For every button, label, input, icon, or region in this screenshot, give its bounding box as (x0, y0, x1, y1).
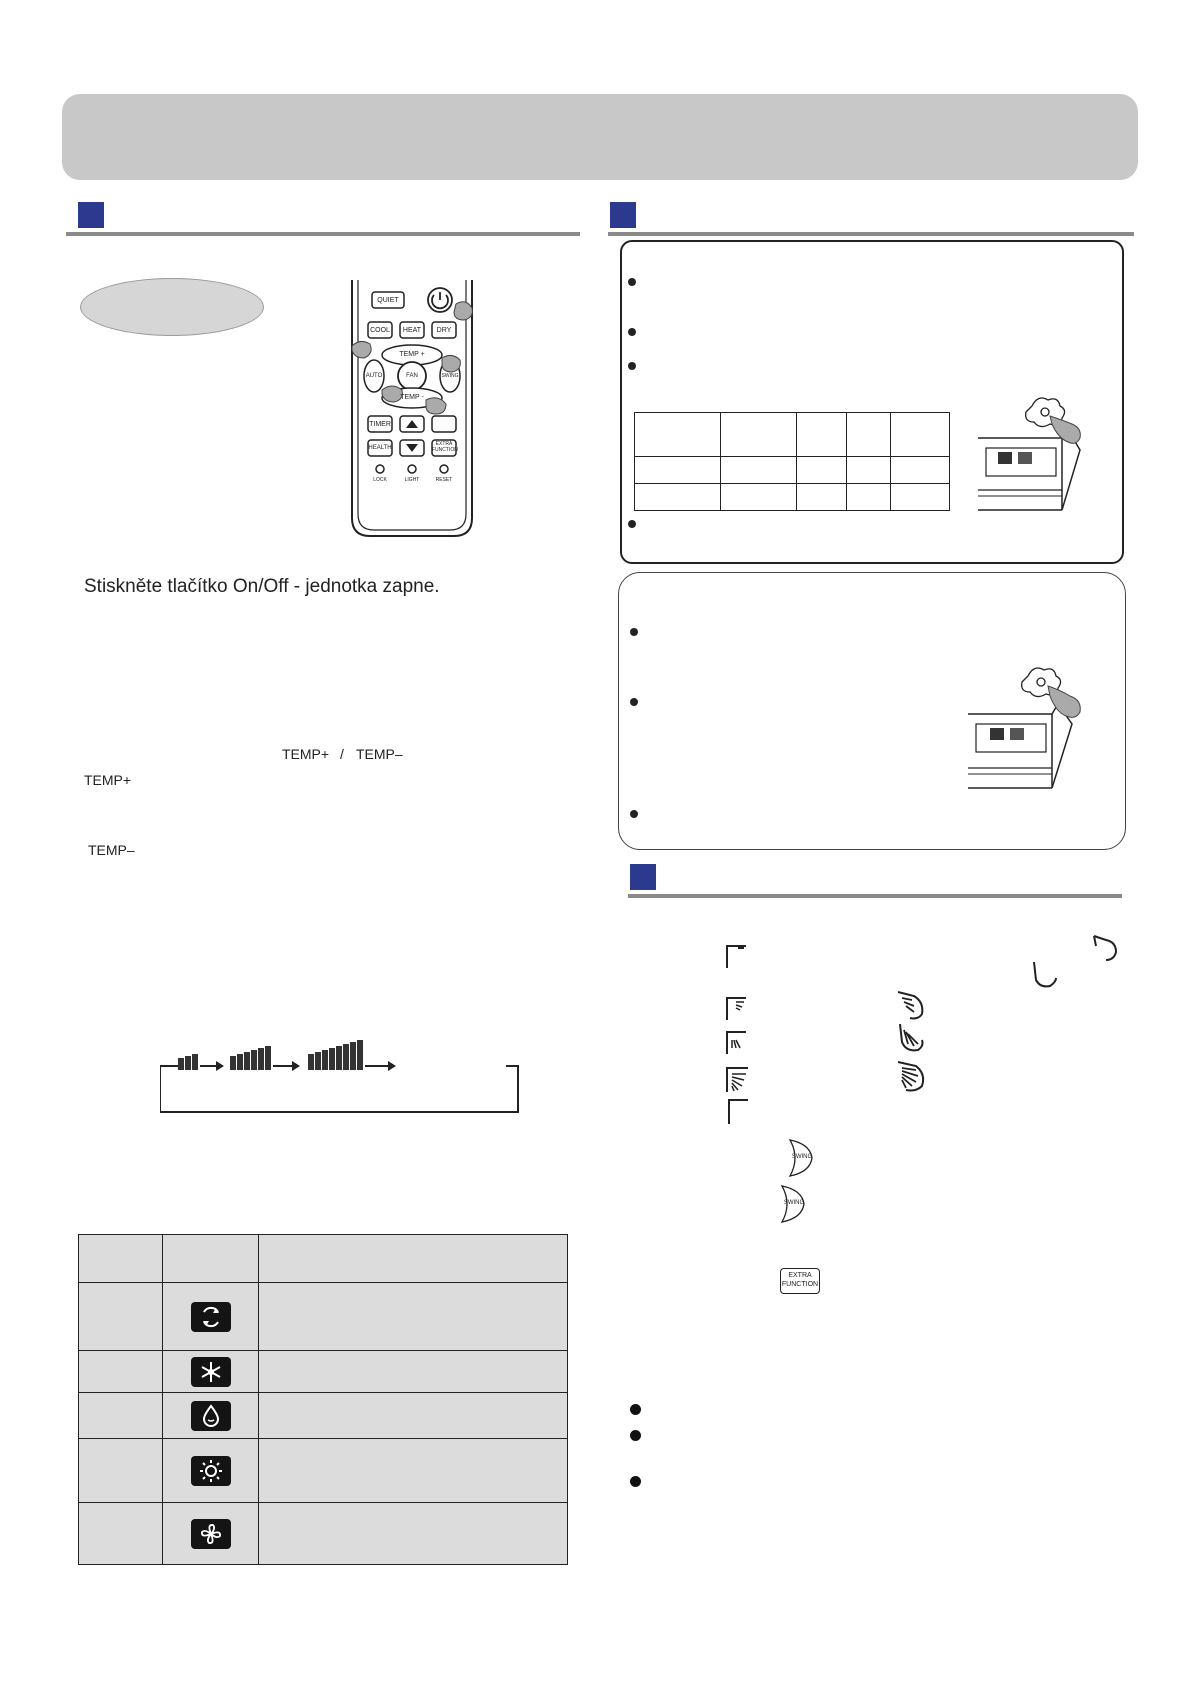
page-header-bar (62, 94, 1138, 180)
bullet (630, 810, 638, 818)
fan-speed-cycle-diagram (160, 1040, 520, 1114)
temp-minus-label: TEMP– (356, 746, 403, 762)
temp-plus-button-label: TEMP + (399, 351, 425, 358)
mode-row-fan (79, 1503, 568, 1565)
auto-button-label: AUTO (365, 373, 383, 379)
bullet (630, 628, 638, 636)
swing-button-1 (786, 1138, 816, 1178)
bullet (628, 362, 636, 370)
section-marker (630, 864, 656, 890)
settings-table (634, 412, 950, 511)
swing-button-2-label: SWING (783, 1200, 805, 1206)
temp-separator: / (340, 746, 344, 762)
light-button-label: LIGHT (404, 477, 420, 483)
louver-position-2-icon (724, 994, 750, 1022)
swing-down-icon (1030, 960, 1058, 992)
swing-range-1-icon (896, 990, 926, 1020)
indoor-unit-drawing-2 (968, 662, 1088, 792)
right-section-heading (608, 196, 1134, 236)
temp-minus-button-label: TEMP - (400, 394, 424, 401)
indoor-unit-illustration-1 (978, 394, 1094, 512)
lock-button-label: LOCK (373, 477, 387, 483)
snowflake-icon (191, 1357, 231, 1387)
health-button-label: HEALTH (368, 445, 392, 451)
mode-row-dry (79, 1393, 568, 1439)
swing-range-2-icon (896, 1022, 926, 1054)
timer-button-label: TIMER (369, 421, 391, 428)
water-drop-icon (191, 1401, 231, 1431)
cool-button-label: COOL (370, 327, 390, 334)
bullet (630, 1430, 641, 1441)
swing-button-2 (778, 1184, 808, 1224)
dry-button-label: DRY (436, 327, 452, 334)
temp-minus-label-2: TEMP– (88, 842, 135, 858)
extra-function-button-label: EXTRA FUNCTION (781, 1272, 819, 1288)
extra-button-label: EXTRA FUNCTION (432, 441, 458, 453)
louver-position-1-icon (724, 942, 750, 970)
mode-row-cool (79, 1351, 568, 1393)
extra-function-button (780, 1268, 820, 1294)
bullet (628, 328, 636, 336)
remote-control-illustration (346, 280, 478, 540)
quiet-button-label: QUIET (377, 297, 399, 304)
remote-control-drawing (346, 280, 478, 540)
fan-icon (191, 1519, 231, 1549)
bullet (630, 698, 638, 706)
section-marker (78, 202, 104, 228)
louver-position-5-icon (726, 1096, 752, 1126)
bullet (630, 1476, 641, 1487)
fan-button-label: FAN (406, 373, 418, 379)
airflow-section-heading (628, 858, 1122, 898)
fan-speed-cycle-drawing (160, 1040, 520, 1114)
mode-table-header-row (79, 1235, 568, 1283)
bullet (628, 278, 636, 286)
mode-row-auto (79, 1283, 568, 1351)
auto-mode-icon (191, 1302, 231, 1332)
left-section-heading (66, 196, 580, 236)
louver-position-3-icon (724, 1028, 750, 1056)
operation-label-oval (80, 278, 264, 336)
indoor-unit-drawing-1 (978, 394, 1094, 512)
sun-icon (191, 1456, 231, 1486)
louver-position-4-icon (724, 1064, 754, 1094)
on-off-instruction: Stiskněte tlačítko On/Off - jednotka zapne. (84, 576, 440, 597)
reset-button-label: RESET (435, 477, 453, 483)
temp-plus-label-2: TEMP+ (84, 772, 132, 788)
swing-button-1-label: SWING (791, 1154, 813, 1160)
mode-table (78, 1234, 568, 1565)
indoor-unit-illustration-2 (968, 662, 1088, 792)
bullet (628, 520, 636, 528)
temp-plus-label: TEMP+ (282, 746, 330, 762)
bullet (630, 1404, 641, 1415)
section-marker (610, 202, 636, 228)
swing-range-3-icon (896, 1060, 928, 1092)
swing-button-label: SWING (441, 373, 459, 379)
mode-row-heat (79, 1439, 568, 1503)
heat-button-label: HEAT (402, 327, 422, 334)
swing-up-icon (1090, 932, 1122, 962)
